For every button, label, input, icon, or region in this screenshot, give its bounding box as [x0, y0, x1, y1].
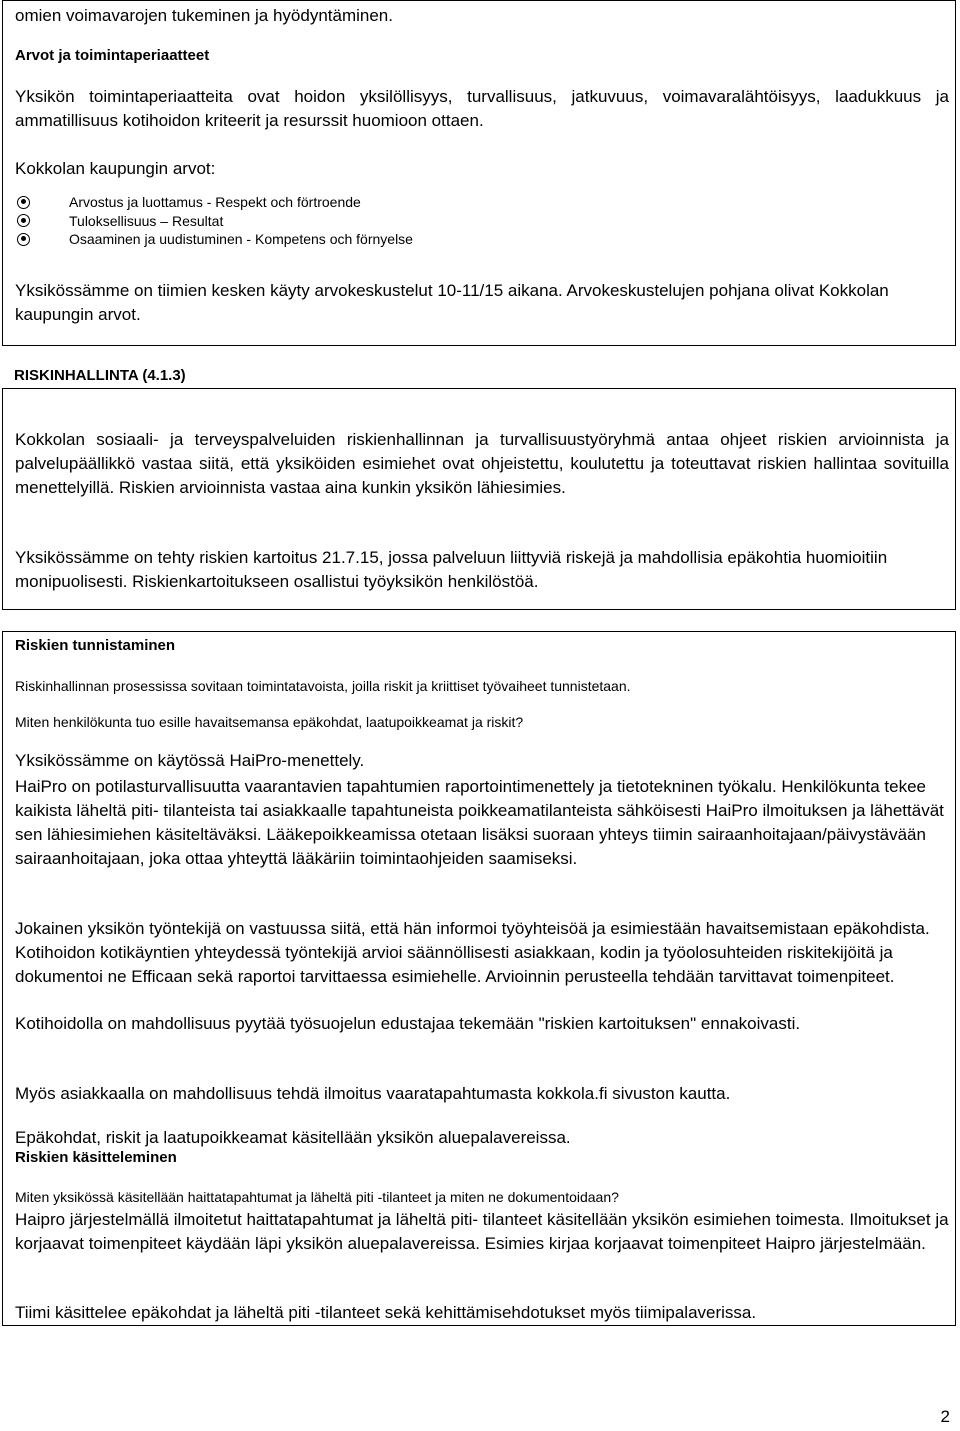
identification-p3: Jokainen yksikön työntekijä on vastuussa siitä, että hän informoi työyhteisöä ja esimiestään havaitsemistaan epäkohdista. Kotihoidon kotikäyntien yhteydessä työntekijä arvioi säännöllisesti asiakkaan, kodin ja työolosuhteiden riskitekijöitä ja dokumentoi ne Efficaan sekä raportoi tarvittaessa esimiehelle. Arvioinnin perusteella tehdään tarvittavat toimenpiteet.	[15, 919, 930, 986]
top-line: omien voimavarojen tukeminen ja hyödyntäminen.	[15, 6, 393, 25]
risk-para-2: Yksikössämme on tehty riskien kartoitus 21.7.15, jossa palveluun liittyviä riskejä ja mahdollisia epäkohtia huomioitiin monipuolisesti. Riskienkartoitukseen osallistui työyksikön henkilöstöä.	[15, 548, 888, 591]
radio-bullet-icon	[17, 233, 30, 246]
identification-p2: HaiPro on potilasturvallisuutta vaarantavien tapahtumien raportointimenettely ja tietotekninen työkalu. Henkilökunta tekee kaikista läheltä piti- tilanteista tai asiakkaalle tapahtuneista poikkeamatilanteista sähköisesti HaiPro ilmoituksen ja lähettävät sen lähiesimiehen käsiteltäväksi. Lääkepoikkeamissa otetaan lisäksi suoraan yhteys tiimin sairaanhoitajaan/päivystävään sairaanhoitajaan, joka ottaa yhteyttä lääkäriin toimintaohjeiden saamiseksi.	[15, 777, 944, 868]
identification-p5: Myös asiakkaalla on mahdollisuus tehdä ilmoitus vaaratapahtumasta kokkola.fi sivuston kautta.	[15, 1084, 731, 1103]
handling-p1: Haipro järjestelmällä ilmoitetut haittatapahtumat ja läheltä piti- tilanteet käsitellään yksikön esimiehen toimesta. Ilmoitukset ja korjaavat toimenpiteet käydään läpi yksikön aluepalavereissa. Esimies kirjaa korjaavat toimenpiteet Haipro järjestelmään.	[15, 1210, 949, 1253]
list-item: Tuloksellisuus – Resultat	[17, 212, 413, 231]
values-discussion: Yksikössämme on tiimien kesken käyty arvokeskustelut 10-11/15 aikana. Arvokeskustelujen pohjana olivat Kokkolan kaupungin arvot.	[15, 281, 889, 324]
page-number: 2	[940, 1407, 950, 1426]
risk-para-1: Kokkolan sosiaali- ja terveyspalveluiden riskienhallinnan ja turvallisuustyöryhmä antaa ohjeet riskien arvioinnista ja palvelupäällikkö vastaa siitä, että yksiköiden esimiehet ovat ohjeistettu, koulutettu ja toteuttavat riskien hallintaa sovituilla menettelyillä. Riskien arvioinnista vastaa aina kunkin yksikön lähiesimies.	[15, 430, 949, 497]
handling-p2: Tiimi käsittelee epäkohdat ja läheltä piti -tilanteet sekä kehittämisehdotukset myös tiimipalaverissa.	[15, 1303, 757, 1322]
city-values-list	[17, 193, 413, 249]
identification-p4: Kotihoidolla on mahdollisuus pyytää työsuojelun edustajaa tekemään "riskien kartoituksen" ennakoivasti.	[15, 1014, 801, 1033]
list-item: Osaaminen ja uudistuminen - Kompetens och förnyelse	[17, 230, 413, 249]
identification-desc: Riskinhallinnan prosessissa sovitaan toimintatavoista, joilla riskit ja kriittiset työvaiheet tunnistetaan.	[15, 678, 631, 694]
identification-p1: Yksikössämme on käytössä HaiPro-menettely.	[15, 751, 365, 770]
identification-box	[2, 631, 956, 1326]
identification-question: Miten henkilökunta tuo esille havaitsemansa epäkohdat, laatupoikkeamat ja riskit?	[15, 714, 524, 730]
values-intro: Yksikön toimintaperiaatteita ovat hoidon yksilöllisyys, turvallisuus, jatkuvuus, voimavaralähtöisyys, laadukkuus ja ammatillisuus kotihoidon kriteerit ja resurssit huomioon ottaen.	[15, 87, 949, 130]
handling-heading: Riskien käsitteleminen	[15, 1149, 177, 1166]
risk-heading: RISKINHALLINTA (4.1.3)	[14, 367, 186, 384]
radio-bullet-icon	[17, 214, 30, 227]
values-box	[2, 0, 956, 346]
list-item: Arvostus ja luottamus - Respekt och förtroende	[17, 193, 413, 212]
city-values-label: Kokkolan kaupungin arvot:	[15, 159, 216, 178]
identification-heading: Riskien tunnistaminen	[15, 637, 176, 654]
values-heading: Arvot ja toimintaperiaatteet	[15, 47, 210, 64]
handling-question: Miten yksikössä käsitellään haittatapahtumat ja läheltä piti -tilanteet ja miten ne dokumentoidaan?	[15, 1189, 619, 1205]
radio-bullet-icon	[17, 196, 30, 209]
identification-p6: Epäkohdat, riskit ja laatupoikkeamat käsitellään yksikön aluepalavereissa.	[15, 1128, 571, 1147]
risk-box	[2, 388, 956, 610]
